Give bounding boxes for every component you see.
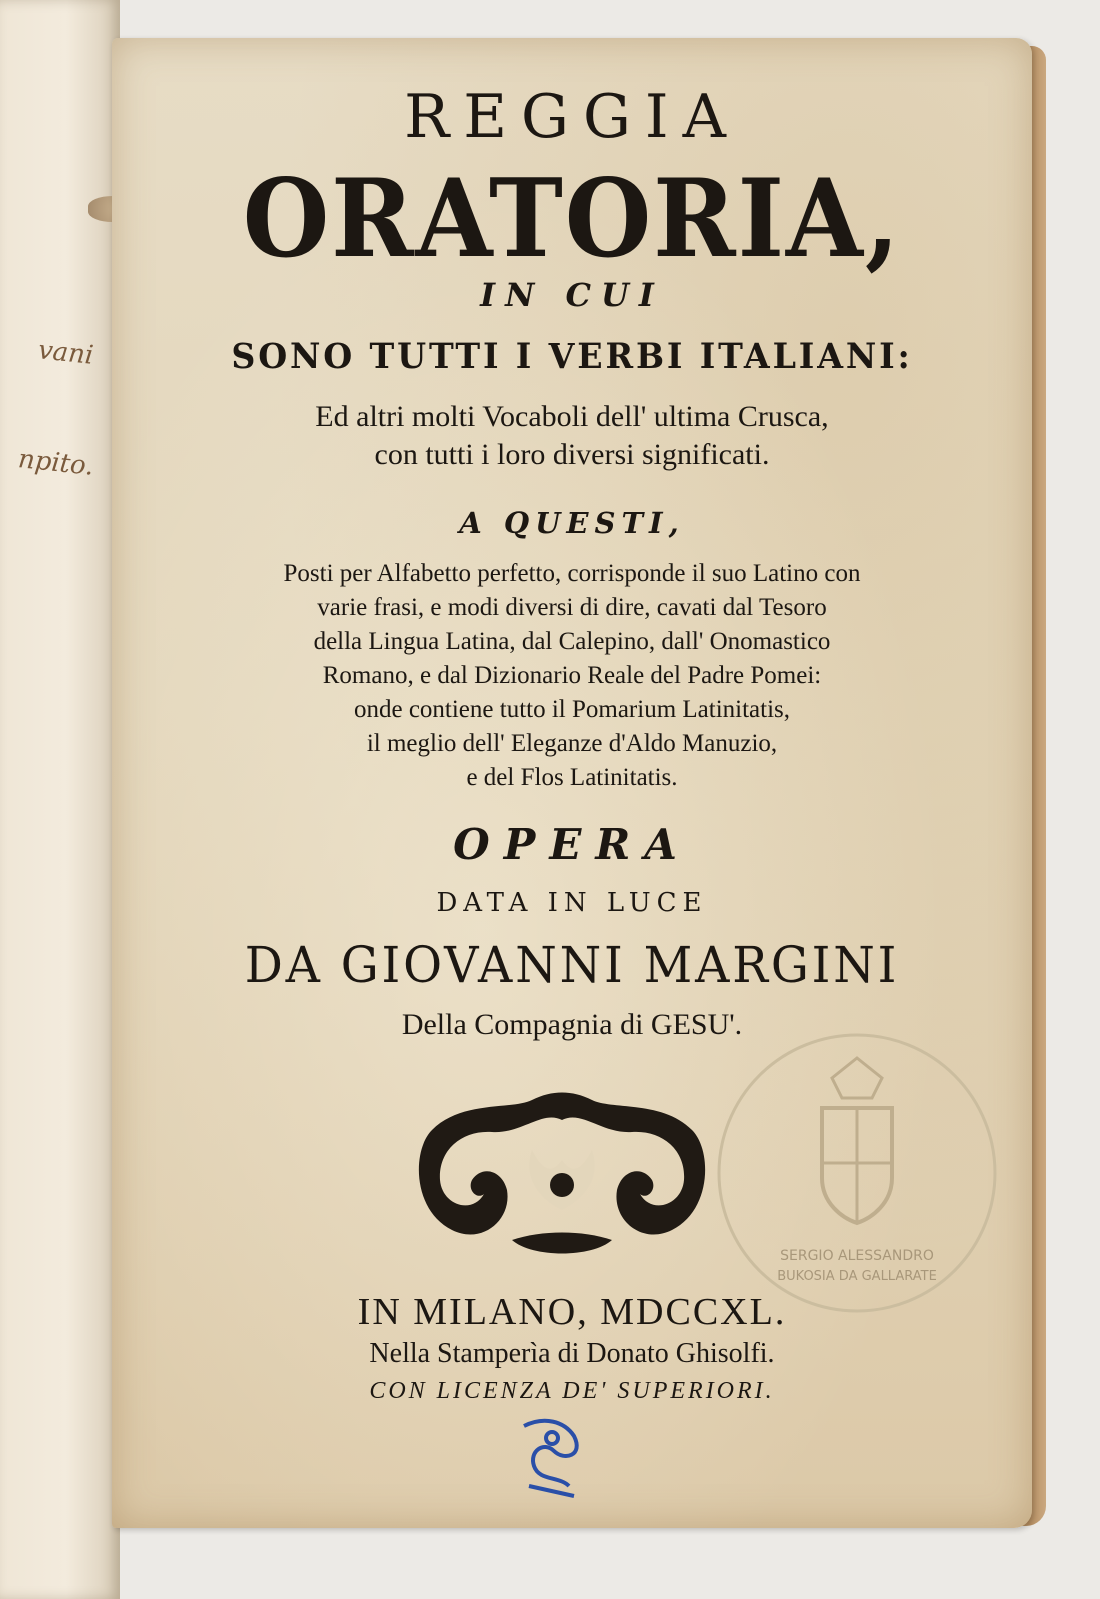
embossed-seal [712,1028,1002,1318]
seal-text-2: BUKOSIA DA GALLARATE [777,1269,937,1284]
paragraph-line: della Lingua Latina, dal Calepino, dall' Onomastico [313,628,831,655]
woodcut-ornament [412,1090,712,1260]
paragraph-line: Posti per Alfabetto perfetto, corrisponde il suo Latino con [283,560,861,587]
title-line-2: ORATORIA, [242,156,902,282]
author-affiliation: Della Compagnia di GESU'. [401,1008,743,1041]
paragraph-line: varie frasi, e modi diversi di dire, cavati dal Tesoro [317,594,827,621]
imprint-licenza: CON LICENZA DE' SUPERIORI. [369,1378,775,1404]
title-page [112,38,1032,1528]
in-cui: IN CUI [480,276,664,314]
opera-heading: OPERA [453,820,691,869]
handwritten-note-1: vani [36,335,95,371]
data-in-luce: DATA IN LUCE [436,888,708,918]
paragraph-line: e del Flos Latinitatis. [466,764,678,791]
description-line-1: Ed altri molti Vocaboli dell' ultima Crusca, [315,400,829,433]
left-page [0,0,120,1599]
imprint-printer: Nella Stamperìa di Donato Ghisolfi. [369,1338,775,1369]
handwritten-note-2: npito. [16,444,95,482]
imprint-place: IN MILANO, MDCCXL. [357,1291,787,1333]
paragraph-line: il meglio dell' Eleganze d'Aldo Manuzio, [366,730,778,757]
paragraph-line: Romano, e dal Dizionario Reale del Padre Pomei: [322,662,822,689]
subtitle-verbs: SONO TUTTI I VERBI ITALIANI: [231,336,913,377]
paragraph-line: onde contiene tutto il Pomarium Latinitatis, [353,696,791,723]
a-questi: A QUESTI, [459,506,685,540]
seal-text-1: SERGIO ALESSANDRO [780,1248,934,1264]
blue-ink-stamp [514,1416,590,1502]
description-line-2: con tutti i loro diversi significati. [374,438,770,471]
title-line-1: REGGIA [404,82,740,152]
author-name: DA GIOVANNI MARGINI [244,936,900,994]
